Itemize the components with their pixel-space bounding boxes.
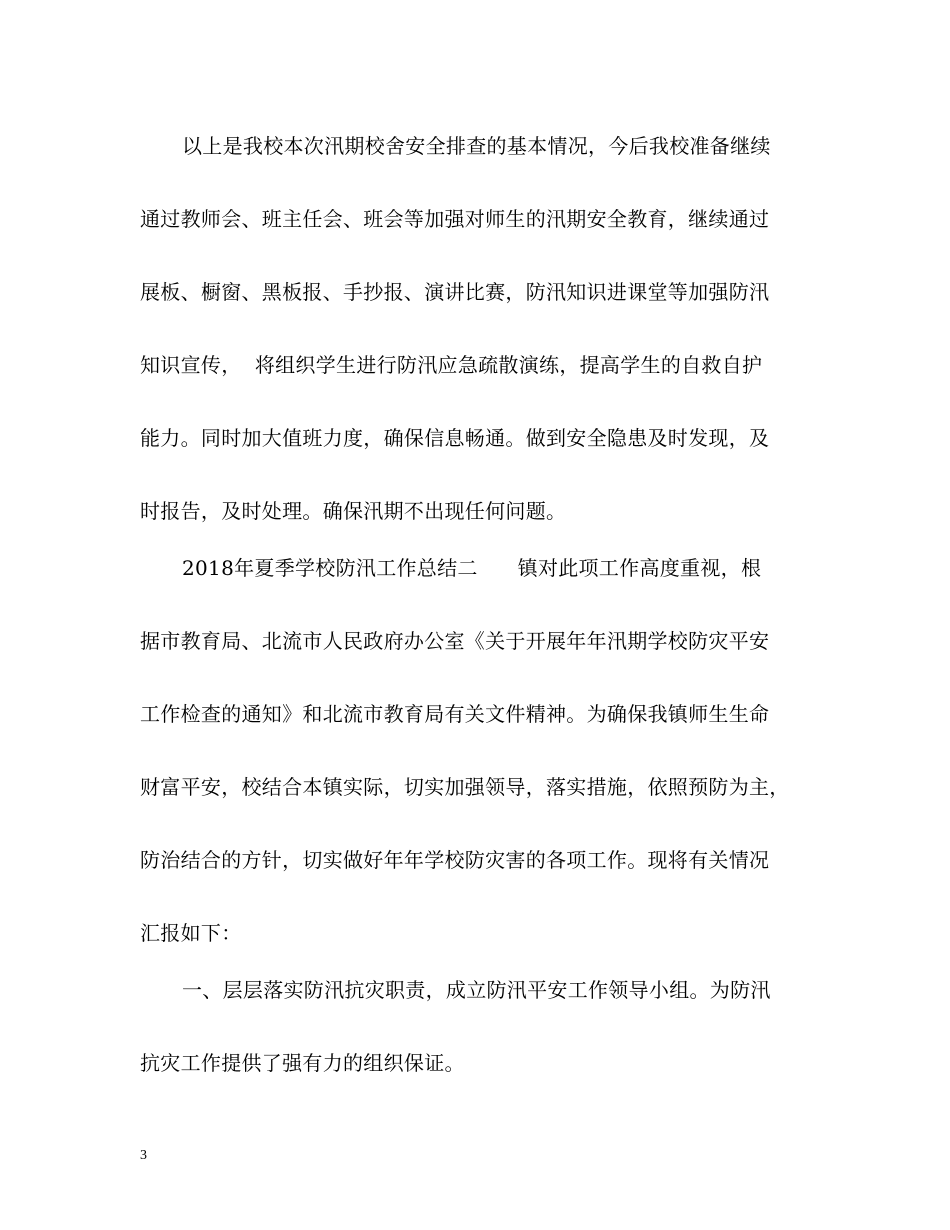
text-line-10: 财富平安，校结合本镇实际，切实加强领导，落实措施，依照预防为主， [140,775,790,799]
text-line-9: 工作检查的通知》和北流市教育局有关文件精神。为确保我镇师生生命 [140,702,770,726]
text-line-12: 汇报如下： [140,921,242,945]
text-line-3: 展板、橱窗、黑板报、手抄报、演讲比赛，防汛知识进课堂等加强防汛 [140,280,770,304]
text-line-14: 抗灾工作提供了强有力的组织保证。 [140,1051,465,1075]
text-line-8: 据市教育局、北流市人民政府办公室《关于开展年年汛期学校防灾平安 [140,629,770,653]
text-line-4: 知识宣传， 将组织学生进行防汛应急疏散演练，提高学生的自救自护 [140,353,763,377]
text-line-2: 通过教师会、班主任会、班会等加强对师生的汛期安全教育，继续通过 [140,207,770,231]
text-line-11: 防治结合的方针，切实做好年年学校防灾害的各项工作。现将有关情况 [140,848,770,872]
page-number: 3 [140,1148,147,1163]
section-heading-line: 2018年夏季学校防汛工作总结二 镇对此项工作高度重视，根 [182,556,762,580]
text-line-1: 以上是我校本次汛期校舍安全排查的基本情况，今后我校准备继续 [182,134,771,158]
text-line-13: 一、层层落实防汛抗灾职责，成立防汛平安工作领导小组。为防汛 [182,978,771,1002]
text-line-6: 时报告，及时处理。确保汛期不出现任何问题。 [140,499,567,523]
text-line-5: 能力。同时加大值班力度，确保信息畅通。做到安全隐患及时发现，及 [140,426,770,450]
